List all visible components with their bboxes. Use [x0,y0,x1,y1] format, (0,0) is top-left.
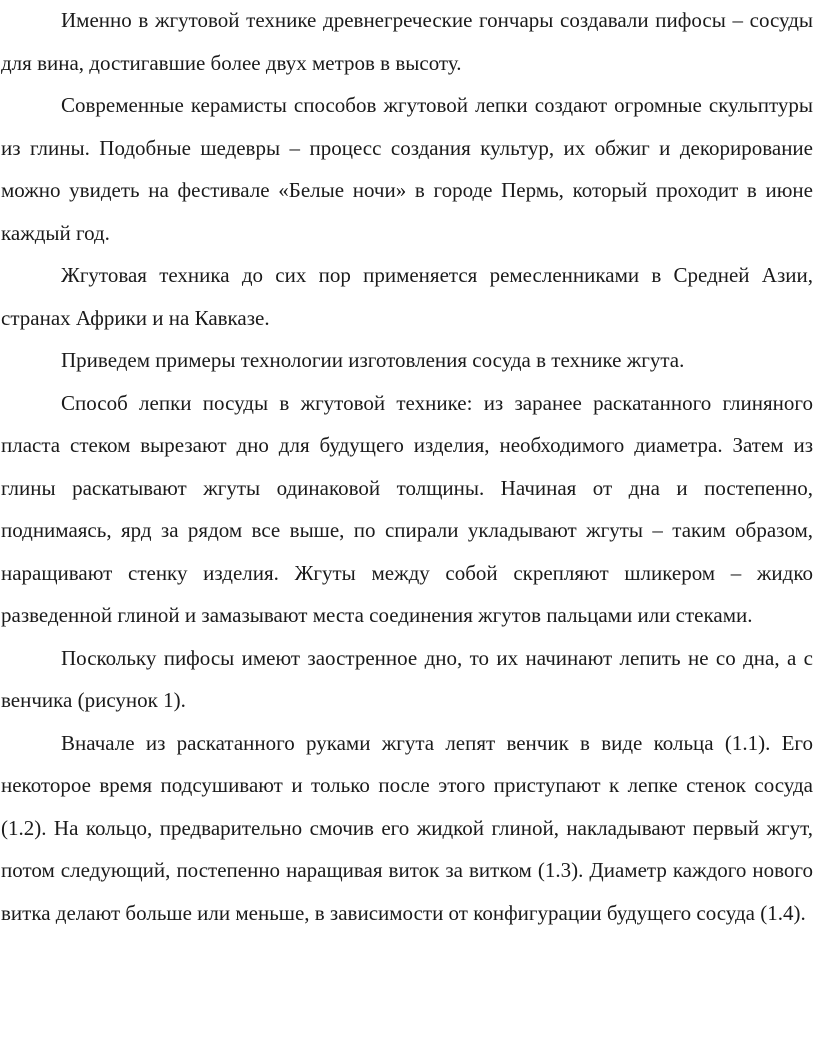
paragraph-modern-ceramists: Современные керамисты способов жгутовой лепки создают огромные скульптуры из глины. Подобные шедевры – процесс создания культур, их обжиг и декорирование можно увидеть на фестивале «Белые ночи» в городе Пермь, который проходит в июне каждый год. [1,93,813,245]
paragraph-method: Способ лепки посуды в жгутовой технике: из заранее раскатанного глиняного пласта стеком вырезают дно для будущего изделия, необходимого диаметра. Затем из глины раскатывают жгуты одинаковой толщины. Начиная от дна и постепенно, поднимаясь, ярд за рядом все выше, по спирали укладывают жгуты – таким образом, наращивают стенку изделия. Жгуты между собой скрепляют шликером – жидко разведенной глиной и замазывают места соединения жгутов пальцами или стеками. [1,390,813,627]
paragraph-examples-intro: Приведем примеры технологии изготовления сосуда в технике жгута. [61,348,685,372]
paragraph-pithos-intro: Именно в жгутовой технике древнегреческие гончары создавали пифосы – сосуды для вина, достигавшие более двух метров в высоту. [1,8,813,75]
paragraph-regions: Жгутовая техника до сих пор применяется ремесленниками в Средней Азии, странах Африки и на Кавказе. [1,263,813,330]
paragraph-rim-process: Вначале из раскатанного руками жгута лепят венчик в виде кольца (1.1). Его некоторое время подсушивают и только после этого приступают к лепке стенок сосуда (1.2). На кольцо, предварительно смочив его жидкой глиной, накладывают первый жгут, потом следующий, постепенно наращивая виток за витком (1.3). Диаметр каждого нового витка делают больше или меньше, в зависимости от конфигурации будущего сосуда (1.4). [1,730,813,925]
paragraph-pithos-bottom: Поскольку пифосы имеют заостренное дно, то их начинают лепить не со дна, а с венчика (рисунок 1). [1,645,813,712]
